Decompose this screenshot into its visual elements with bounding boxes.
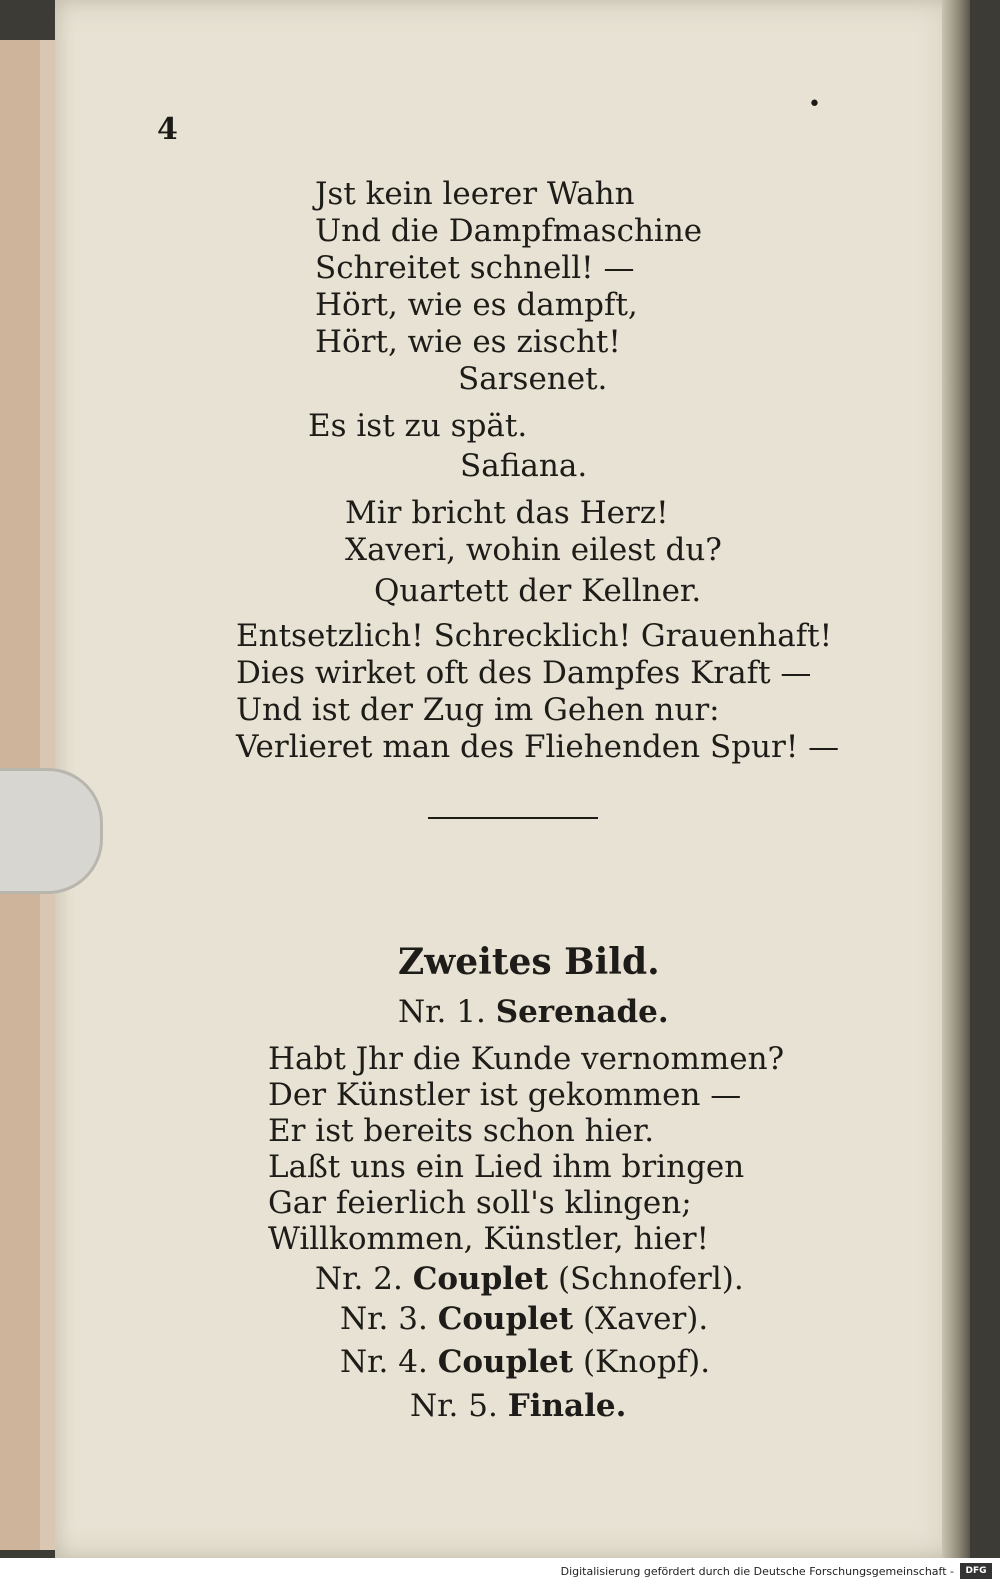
number-heading <box>340 1300 708 1338</box>
section-divider <box>428 817 598 819</box>
number-suffix: (Schnoferl). <box>557 1261 744 1297</box>
ink-mark: • <box>808 92 821 117</box>
verse-line: Entsetzlich! Schrecklich! Grauenhaft! <box>236 618 833 654</box>
verse-line: Der Künstler ist gekommen — <box>268 1077 742 1113</box>
verse-line: Hört, wie es dampft, <box>315 287 638 323</box>
verse-line: Xaveri, wohin eilest du? <box>345 532 722 568</box>
verse-line: Es ist zu spät. <box>308 408 528 444</box>
number-label: Nr. 5. <box>410 1388 498 1424</box>
verse-line: Mir bricht das Herz! <box>345 495 669 531</box>
verse-line: Hört, wie es zischt! <box>315 324 621 360</box>
verse-line: Verlieret man des Fliehenden Spur! — <box>236 729 840 765</box>
number-title: Finale. <box>507 1388 627 1424</box>
number-heading <box>315 1260 744 1298</box>
section-title: Zweites Bild. <box>398 941 660 983</box>
verse-line: Er ist bereits schon hier. <box>268 1113 655 1149</box>
number-title: Couplet <box>437 1344 574 1380</box>
verse-line: Willkommen, Künstler, hier! <box>268 1221 709 1257</box>
speaker-name: Sarsenet. <box>458 361 608 397</box>
number-suffix: (Knopf). <box>582 1344 711 1380</box>
number-suffix: (Xaver). <box>582 1301 709 1337</box>
verse-line: Gar feierlich soll's klingen; <box>268 1185 692 1221</box>
footer-credit: Digitalisierung gefördert durch die Deutsche Forschungsgemeinschaft - <box>560 1565 954 1578</box>
number-label: Nr. 3. <box>340 1301 428 1337</box>
verse-line: Laßt uns ein Lied ihm bringen <box>268 1149 745 1185</box>
verse-line: Und ist der Zug im Gehen nur: <box>236 692 720 728</box>
speaker-name: Quartett der Kellner. <box>374 573 702 609</box>
number-label: Nr. 4. <box>340 1344 428 1380</box>
verse-line: Jst kein leerer Wahn <box>315 176 635 212</box>
footer-bar <box>0 1558 1000 1585</box>
number-heading <box>340 1343 710 1381</box>
verse-line: Habt Jhr die Kunde vernommen? <box>268 1041 785 1077</box>
number-label: Nr. 2. <box>315 1261 403 1297</box>
dfg-logo: DFG <box>960 1563 992 1579</box>
book-spine <box>942 0 970 1558</box>
number-heading <box>398 993 669 1031</box>
page-number: 4 <box>157 112 178 147</box>
speaker-name: Safiana. <box>460 448 588 484</box>
verse-line: Und die Dampfmaschine <box>315 213 703 249</box>
page-clip <box>0 768 103 894</box>
verse-line: Schreitet schnell! — <box>315 250 635 286</box>
number-title: Couplet <box>437 1301 574 1337</box>
number-label: Nr. 1. <box>398 994 486 1030</box>
number-title: Serenade. <box>495 994 669 1030</box>
number-title: Couplet <box>412 1261 549 1297</box>
verse-line: Dies wirket oft des Dampfes Kraft — <box>236 655 812 691</box>
number-heading <box>410 1387 626 1425</box>
